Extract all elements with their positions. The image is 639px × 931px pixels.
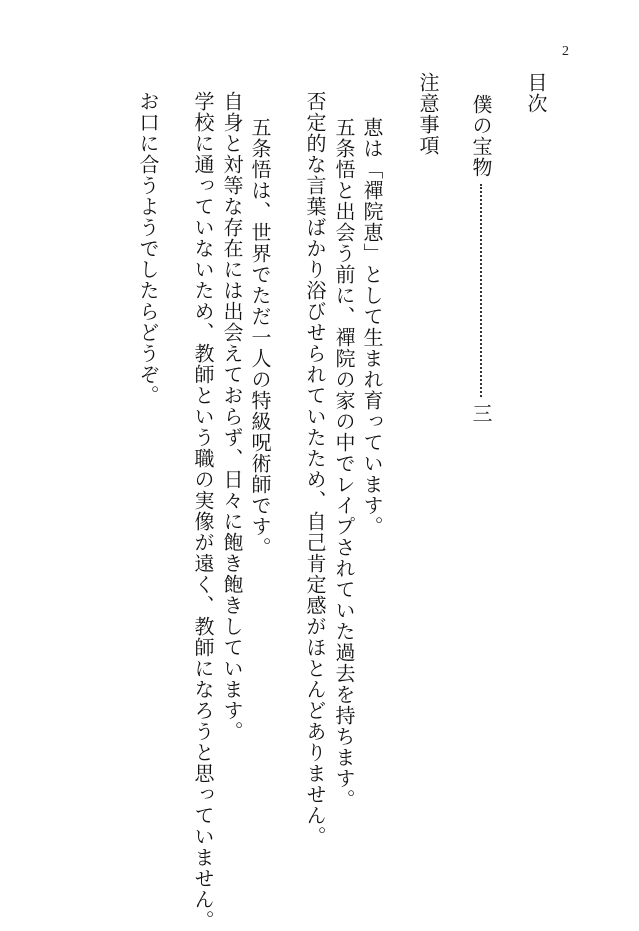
note-line: 五条悟は、世界でただ一人の特級呪術師です。 bbox=[248, 117, 272, 558]
note-line: 恵は「禪院恵」として生まれ育っています。 bbox=[360, 117, 384, 537]
note-line: 否定的な言葉ばかり浴びせられていたため、自己肯定感がほとんどありません。 bbox=[303, 91, 327, 847]
toc-dot-leader bbox=[480, 184, 482, 397]
toc-entry[interactable] bbox=[466, 94, 496, 424]
page-number: 2 bbox=[562, 44, 569, 59]
toc-entry-title: 僕の宝物 bbox=[469, 94, 493, 178]
notes-heading: 注意事項 bbox=[416, 72, 440, 156]
note-line: 学校に通っていないため、教師という職の実像が遠く、教師になろうと思っていません。 bbox=[191, 91, 215, 931]
note-line: お口に合うようでしたらどうぞ。 bbox=[136, 91, 160, 406]
toc-heading: 目次 bbox=[524, 72, 548, 114]
note-line: 五条悟と出会う前に、禪院の家の中でレイプされていた過去を持ちます。 bbox=[332, 117, 356, 810]
toc-entry-page: 三 bbox=[469, 403, 493, 424]
note-line: 自身と対等な存在には出会えておらず、日々に飽き飽きしています。 bbox=[220, 91, 244, 742]
